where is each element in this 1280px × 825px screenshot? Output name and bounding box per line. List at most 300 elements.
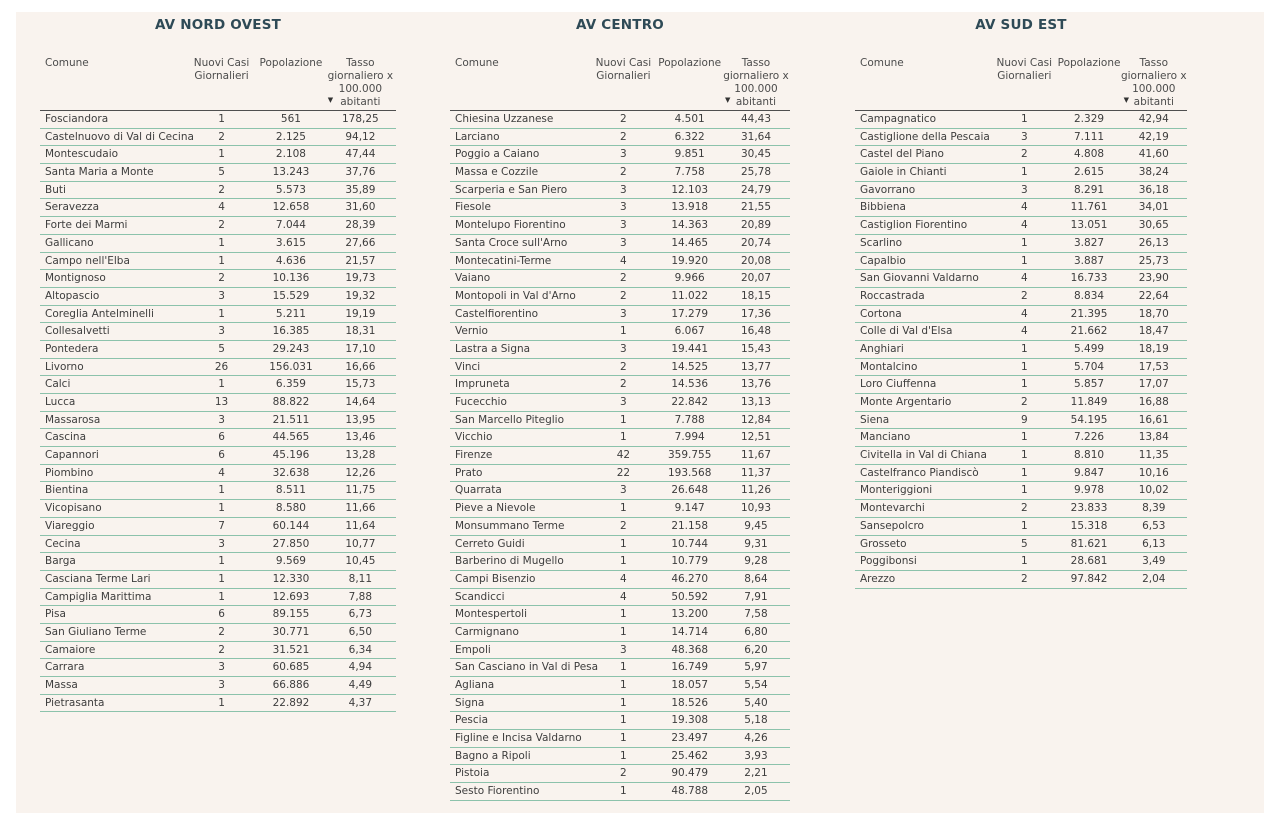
- table-row: [450, 412, 790, 430]
- cell-comune: San Marcello Piteglio: [455, 413, 565, 426]
- cell-comune: Castelfranco Piandiscò: [860, 466, 979, 479]
- cell-tasso: 10,45: [345, 555, 376, 568]
- sort-descending-icon[interactable]: ▼: [724, 96, 731, 104]
- cell-popolazione: 2.615: [1074, 166, 1105, 179]
- cell-tasso: 6,13: [1142, 537, 1166, 550]
- cell-comune: Agliana: [455, 679, 495, 691]
- cell-comune: Colle di Val d'Elsa: [860, 325, 953, 338]
- cell-tasso: 4,37: [348, 696, 373, 709]
- table-row: [40, 288, 396, 306]
- cell-comune: Castiglion Fiorentino: [860, 219, 968, 232]
- cell-tasso: 12,84: [740, 413, 772, 426]
- table-av-centro: [450, 18, 790, 801]
- cell-tasso: 42,19: [1138, 130, 1169, 143]
- cell-popolazione: 11.022: [671, 289, 709, 302]
- cell-comune: Collesalvetti: [45, 325, 110, 338]
- column-header-comune[interactable]: Comune: [860, 57, 904, 69]
- table-row: [855, 323, 1187, 341]
- table-row: [450, 164, 790, 182]
- cell-popolazione: 30.771: [272, 625, 310, 638]
- cell-nuovi-casi: 3: [620, 148, 627, 161]
- table-row: [855, 429, 1187, 447]
- cell-comune: Lastra a Signa: [455, 342, 531, 355]
- table-row: [450, 571, 790, 589]
- cell-nuovi-casi: 2: [1020, 148, 1028, 161]
- cell-nuovi-casi: 2: [1020, 396, 1028, 408]
- cell-tasso: 20,07: [740, 272, 772, 285]
- table-row: [450, 288, 790, 306]
- table-row: [40, 182, 396, 200]
- cell-popolazione: 88.822: [272, 396, 310, 408]
- table-row: [40, 323, 396, 341]
- table-row: [450, 748, 790, 766]
- cell-tasso: 41,60: [1138, 148, 1169, 161]
- cell-nuovi-casi: 2: [218, 219, 225, 232]
- cell-tasso: 16,88: [1138, 396, 1169, 408]
- cell-popolazione: 21.158: [671, 519, 709, 532]
- cell-nuovi-casi: 2: [218, 272, 225, 285]
- cell-popolazione: 7.044: [275, 219, 306, 232]
- cell-comune: Vicchio: [455, 431, 493, 444]
- cell-tasso: 17,10: [345, 342, 376, 355]
- cell-comune: Manciano: [860, 431, 911, 444]
- cell-tasso: 6,53: [1142, 519, 1166, 532]
- cell-popolazione: 9.966: [674, 272, 705, 285]
- table-header-row: [450, 57, 790, 111]
- table-row: [450, 624, 790, 642]
- cell-tasso: 17,53: [1138, 360, 1169, 373]
- table-row: [40, 447, 396, 465]
- cell-tasso: 9,31: [744, 537, 768, 550]
- cell-nuovi-casi: 6: [218, 449, 225, 462]
- cell-nuovi-casi: 1: [1020, 360, 1028, 373]
- cell-comune: Coreglia Antelminelli: [45, 307, 154, 320]
- cell-nuovi-casi: 1: [620, 608, 627, 621]
- cell-popolazione: 19.308: [671, 714, 709, 727]
- cell-comune: Castel del Piano: [860, 148, 944, 161]
- cell-popolazione: 2.329: [1074, 113, 1105, 125]
- cell-nuovi-casi: 1: [1020, 378, 1028, 391]
- cell-tasso: 3,93: [744, 749, 768, 762]
- cell-tasso: 11,66: [345, 502, 376, 515]
- table-av-nord-ovest: [40, 18, 396, 712]
- cell-nuovi-casi: 1: [1020, 166, 1028, 179]
- table-row: [40, 394, 396, 412]
- cell-popolazione: 13.243: [272, 166, 310, 179]
- cell-tasso: 11,35: [1138, 449, 1169, 462]
- cell-tasso: 4,49: [348, 679, 373, 691]
- cell-popolazione: 12.658: [272, 201, 310, 214]
- cell-comune: Monsummano Terme: [455, 519, 565, 532]
- column-header-tasso-label: Tasso giornaliero x 100.000 abitanti: [723, 57, 789, 108]
- cell-tasso: 19,32: [345, 289, 376, 302]
- cell-tasso: 10,02: [1138, 484, 1169, 497]
- cell-nuovi-casi: 2: [218, 625, 225, 638]
- table-row: [855, 146, 1187, 164]
- table-row: [855, 217, 1187, 235]
- cell-popolazione: 81.621: [1070, 537, 1108, 550]
- cell-comune: Cascina: [45, 431, 87, 444]
- cell-nuovi-casi: 1: [620, 555, 627, 568]
- cell-comune: Vernio: [455, 325, 488, 338]
- cell-comune: Grosseto: [860, 537, 907, 550]
- table-row: [450, 341, 790, 359]
- table-row: [450, 111, 790, 129]
- table-row: [450, 253, 790, 271]
- column-header-popolazione[interactable]: Popolazione: [259, 57, 323, 69]
- cell-comune: Montevarchi: [860, 502, 925, 515]
- cell-nuovi-casi: 2: [620, 767, 627, 780]
- cell-nuovi-casi: 1: [1020, 113, 1028, 125]
- cell-nuovi-casi: 3: [620, 396, 627, 408]
- column-header-tasso[interactable]: [722, 57, 790, 110]
- table-row: [40, 359, 396, 377]
- cell-tasso: 13,28: [345, 449, 376, 462]
- cell-comune: Carrara: [45, 661, 85, 674]
- cell-popolazione: 22.892: [272, 696, 310, 709]
- cell-comune: Monteriggioni: [860, 484, 933, 497]
- cell-comune: Buti: [45, 183, 66, 196]
- cell-nuovi-casi: 1: [620, 413, 627, 426]
- cell-comune: Firenze: [455, 449, 493, 462]
- cell-tasso: 3,49: [1142, 555, 1166, 568]
- cell-nuovi-casi: 6: [218, 431, 225, 444]
- cell-tasso: 6,20: [744, 643, 768, 656]
- cell-popolazione: 48.368: [671, 643, 709, 656]
- cell-popolazione: 29.243: [272, 342, 310, 355]
- cell-tasso: 31,64: [740, 130, 772, 143]
- cell-comune: Montecatini-Terme: [455, 254, 552, 267]
- cell-nuovi-casi: 3: [1020, 183, 1028, 196]
- cell-nuovi-casi: 3: [620, 342, 627, 355]
- table-row: [40, 659, 396, 677]
- cell-nuovi-casi: 2: [620, 272, 627, 285]
- cell-popolazione: 2.108: [275, 148, 306, 161]
- cell-popolazione: 44.565: [272, 431, 310, 444]
- cell-nuovi-casi: 3: [218, 325, 225, 338]
- table-row: [450, 659, 790, 677]
- cell-popolazione: 18.526: [671, 696, 709, 709]
- cell-nuovi-casi: 2: [620, 360, 627, 373]
- cell-nuovi-casi: 2: [620, 113, 627, 125]
- table-row: [855, 536, 1187, 554]
- table-row: [40, 518, 396, 536]
- table-row: [450, 323, 790, 341]
- cell-comune: Viareggio: [45, 519, 95, 532]
- cell-comune: Camaiore: [45, 643, 96, 656]
- table-row: [450, 235, 790, 253]
- cell-tasso: 11,26: [740, 484, 772, 497]
- cell-comune: Cortona: [860, 307, 902, 320]
- cell-nuovi-casi: 3: [620, 236, 627, 249]
- cell-tasso: 18,15: [740, 289, 772, 302]
- cell-tasso: 21,55: [740, 201, 772, 214]
- table-row: [855, 129, 1187, 147]
- cell-popolazione: 14.363: [671, 219, 709, 232]
- cell-comune: Santa Maria a Monte: [45, 166, 154, 179]
- cell-nuovi-casi: 3: [218, 661, 225, 674]
- cell-popolazione: 46.270: [671, 572, 709, 585]
- cell-popolazione: 10.744: [671, 537, 709, 550]
- sort-descending-icon[interactable]: ▼: [327, 96, 334, 104]
- cell-popolazione: 21.511: [272, 413, 310, 426]
- cell-tasso: 15,73: [345, 378, 376, 391]
- table-title: AV CENTRO: [576, 17, 664, 33]
- cell-comune: Capalbio: [860, 254, 906, 267]
- cell-nuovi-casi: 3: [620, 643, 627, 656]
- cell-comune: Vinci: [455, 360, 481, 373]
- cell-popolazione: 17.279: [671, 307, 709, 320]
- cell-comune: Pisa: [45, 608, 66, 621]
- cell-popolazione: 19.441: [671, 342, 709, 355]
- table-row: [40, 536, 396, 554]
- cell-comune: Scarlino: [860, 236, 903, 249]
- cell-popolazione: 23.833: [1070, 502, 1108, 515]
- cell-popolazione: 60.144: [272, 519, 310, 532]
- cell-comune: Cecina: [45, 537, 81, 550]
- cell-tasso: 20,08: [740, 254, 772, 267]
- table-row: [40, 429, 396, 447]
- cell-tasso: 2,21: [744, 767, 768, 780]
- cell-tasso: 7,91: [744, 590, 768, 603]
- cell-comune: Pontedera: [45, 342, 99, 355]
- table-row: [450, 394, 790, 412]
- cell-popolazione: 32.638: [272, 466, 310, 479]
- table-row: [40, 199, 396, 217]
- column-header-comune[interactable]: Comune: [455, 57, 499, 69]
- table-row: [40, 482, 396, 500]
- cell-comune: Montescudaio: [45, 148, 119, 161]
- cell-comune: Piombino: [45, 466, 94, 479]
- column-header-nuovi-casi[interactable]: Nuovi Casi Giornalieri: [996, 57, 1053, 82]
- cell-nuovi-casi: 1: [218, 254, 225, 267]
- cell-tasso: 13,13: [740, 396, 772, 408]
- cell-comune: Livorno: [45, 360, 84, 373]
- table-row: [40, 146, 396, 164]
- cell-nuovi-casi: 6: [218, 608, 225, 621]
- cell-popolazione: 97.842: [1070, 572, 1108, 585]
- cell-nuovi-casi: 1: [218, 555, 225, 568]
- table-row: [40, 306, 396, 324]
- cell-comune: Sesto Fiorentino: [455, 785, 540, 798]
- cell-popolazione: 18.057: [671, 679, 709, 691]
- table-row: [855, 199, 1187, 217]
- cell-comune: San Casciano in Val di Pesa: [455, 661, 599, 674]
- cell-popolazione: 60.685: [272, 661, 310, 674]
- table-row: [450, 217, 790, 235]
- table-row: [40, 500, 396, 518]
- table-body: [855, 111, 1187, 589]
- cell-comune: Seravezza: [45, 201, 100, 214]
- cell-nuovi-casi: 3: [620, 201, 627, 214]
- cell-comune: Montopoli in Val d'Arno: [455, 289, 576, 302]
- cell-popolazione: 13.918: [671, 201, 709, 214]
- cell-nuovi-casi: 1: [1020, 236, 1028, 249]
- cell-popolazione: 193.568: [667, 466, 712, 479]
- cell-nuovi-casi: 3: [218, 679, 225, 691]
- cell-comune: Poggio a Caiano: [455, 148, 540, 161]
- cell-tasso: 17,36: [740, 307, 772, 320]
- column-header-popolazione[interactable]: Popolazione: [1057, 57, 1121, 69]
- column-header-tasso[interactable]: [1121, 57, 1187, 110]
- cell-tasso: 16,61: [1138, 413, 1169, 426]
- table-row: [450, 642, 790, 660]
- cell-comune: Bientina: [45, 484, 89, 497]
- cell-comune: Gaiole in Chianti: [860, 166, 947, 179]
- cell-tasso: 11,37: [740, 466, 772, 479]
- table-title: AV NORD OVEST: [154, 17, 282, 33]
- cell-tasso: 7,88: [348, 590, 373, 603]
- table-row: [40, 571, 396, 589]
- cell-popolazione: 23.497: [671, 732, 709, 745]
- cell-comune: Fiesole: [455, 201, 491, 214]
- table-row: [40, 129, 396, 147]
- cell-nuovi-casi: 1: [218, 502, 225, 515]
- cell-tasso: 27,66: [345, 236, 376, 249]
- cell-comune: Montespertoli: [455, 608, 528, 621]
- cell-popolazione: 11.849: [1070, 396, 1108, 408]
- cell-nuovi-casi: 1: [620, 785, 627, 798]
- cell-popolazione: 9.569: [275, 555, 306, 568]
- cell-comune: San Giuliano Terme: [45, 625, 147, 638]
- table-row: [450, 712, 790, 730]
- cell-comune: Arezzo: [860, 572, 896, 585]
- table-row: [40, 341, 396, 359]
- cell-tasso: 6,80: [744, 625, 768, 638]
- table-row: [40, 606, 396, 624]
- cell-popolazione: 5.857: [1074, 378, 1105, 391]
- cell-nuovi-casi: 1: [620, 537, 627, 550]
- cell-popolazione: 14.536: [671, 378, 709, 391]
- cell-popolazione: 5.211: [275, 307, 306, 320]
- cell-comune: Gavorrano: [860, 183, 916, 196]
- cell-comune: Scarperia e San Piero: [455, 183, 568, 196]
- cell-nuovi-casi: 1: [218, 236, 225, 249]
- cell-popolazione: 26.648: [671, 484, 709, 497]
- sort-descending-icon[interactable]: ▼: [1123, 96, 1129, 104]
- table-row: [855, 253, 1187, 271]
- cell-nuovi-casi: 1: [620, 714, 627, 727]
- cell-nuovi-casi: 9: [1020, 413, 1028, 426]
- cell-nuovi-casi: 1: [1020, 519, 1028, 532]
- cell-comune: Montalcino: [860, 360, 918, 373]
- table-row: [450, 553, 790, 571]
- cell-nuovi-casi: 4: [1020, 272, 1028, 285]
- cell-popolazione: 156.031: [269, 360, 313, 373]
- cell-tasso: 6,50: [348, 625, 373, 638]
- table-row: [450, 359, 790, 377]
- cell-nuovi-casi: 1: [620, 431, 627, 444]
- cell-comune: Massa: [45, 679, 78, 691]
- table-av-sud-est: [855, 18, 1187, 589]
- cell-tasso: 25,73: [1138, 254, 1169, 267]
- cell-tasso: 36,18: [1138, 183, 1169, 196]
- cell-comune: Massa e Cozzile: [455, 166, 539, 179]
- column-header-tasso-label: Tasso giornaliero x 100.000 abitanti: [1120, 57, 1187, 108]
- cell-popolazione: 10.136: [272, 272, 310, 285]
- cell-tasso: 10,93: [740, 502, 772, 515]
- cell-popolazione: 9.978: [1074, 484, 1105, 497]
- cell-nuovi-casi: 1: [1020, 555, 1028, 568]
- cell-tasso: 11,64: [345, 519, 376, 532]
- cell-nuovi-casi: 2: [620, 130, 627, 143]
- table-row: [40, 111, 396, 129]
- cell-nuovi-casi: 1: [218, 484, 225, 497]
- cell-nuovi-casi: 1: [1020, 466, 1028, 479]
- cell-popolazione: 89.155: [272, 608, 310, 621]
- table-row: [40, 235, 396, 253]
- cell-comune: Capannori: [45, 449, 99, 462]
- column-header-nuovi-casi[interactable]: Nuovi Casi Giornalieri: [595, 57, 652, 82]
- cell-comune: Altopascio: [45, 289, 100, 302]
- cell-tasso: 8,64: [744, 572, 768, 585]
- cell-popolazione: 11.761: [1070, 201, 1108, 214]
- cell-nuovi-casi: 1: [218, 148, 225, 161]
- column-header-nuovi-casi[interactable]: Nuovi Casi Giornalieri: [193, 57, 250, 82]
- cell-popolazione: 28.681: [1070, 555, 1108, 568]
- cell-nuovi-casi: 4: [1020, 219, 1028, 232]
- table-row: [855, 553, 1187, 571]
- cell-nuovi-casi: 1: [218, 113, 225, 125]
- column-header-comune[interactable]: Comune: [45, 57, 89, 69]
- cell-comune: Civitella in Val di Chiana: [860, 449, 987, 462]
- cell-nuovi-casi: 1: [1020, 342, 1028, 355]
- cell-tasso: 21,57: [345, 254, 376, 267]
- cell-nuovi-casi: 2: [1020, 502, 1028, 515]
- cell-nuovi-casi: 2: [218, 183, 225, 196]
- table-row: [450, 500, 790, 518]
- table-row: [40, 412, 396, 430]
- cell-nuovi-casi: 42: [616, 449, 631, 462]
- cell-tasso: 6,34: [348, 643, 373, 656]
- cell-popolazione: 561: [280, 113, 301, 125]
- table-row: [450, 146, 790, 164]
- column-header-popolazione[interactable]: Popolazione: [658, 57, 722, 69]
- table-row: [855, 518, 1187, 536]
- cell-popolazione: 12.103: [671, 183, 709, 196]
- table-row: [450, 677, 790, 695]
- cell-nuovi-casi: 1: [1020, 431, 1028, 444]
- cell-popolazione: 7.226: [1074, 431, 1105, 444]
- table-row: [40, 589, 396, 607]
- cell-comune: San Giovanni Valdarno: [860, 272, 979, 285]
- table-row: [450, 182, 790, 200]
- cell-popolazione: 12.693: [272, 590, 310, 603]
- cell-popolazione: 16.385: [272, 325, 310, 338]
- cell-nuovi-casi: 1: [620, 625, 627, 638]
- cell-tasso: 10,77: [345, 537, 376, 550]
- cell-popolazione: 14.465: [671, 236, 709, 249]
- table-row: [855, 447, 1187, 465]
- cell-nuovi-casi: 3: [620, 219, 627, 232]
- table-row: [855, 376, 1187, 394]
- table-row: [40, 677, 396, 695]
- table-row: [855, 571, 1187, 589]
- cell-tasso: 8,11: [348, 572, 373, 585]
- column-header-tasso[interactable]: [325, 57, 396, 110]
- cell-popolazione: 8.511: [275, 484, 306, 497]
- cell-comune: Larciano: [455, 130, 500, 143]
- cell-tasso: 44,43: [740, 113, 772, 125]
- cell-tasso: 4,26: [744, 732, 768, 745]
- cell-tasso: 13,46: [345, 431, 376, 444]
- cell-tasso: 8,39: [1142, 502, 1166, 515]
- cell-nuovi-casi: 4: [620, 590, 627, 603]
- table-body: [40, 111, 396, 712]
- cell-comune: Massarosa: [45, 413, 101, 426]
- cell-popolazione: 7.788: [674, 413, 705, 426]
- cell-popolazione: 3.887: [1074, 254, 1105, 267]
